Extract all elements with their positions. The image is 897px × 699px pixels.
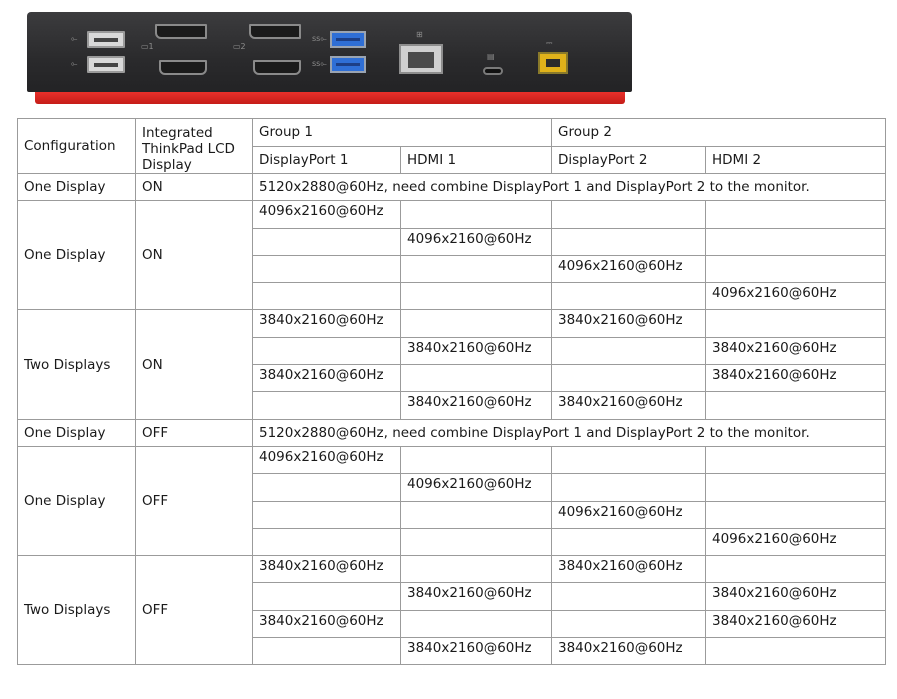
- resolution-cell: 4096x2160@60Hz: [253, 446, 401, 473]
- merged-resolution-cell: 5120x2880@60Hz, need combine DisplayPort 1 and DisplayPort 2 to the monitor.: [253, 174, 886, 201]
- usb-ss-icon: ss⟜: [312, 59, 327, 68]
- header-configuration: Configuration: [18, 119, 136, 174]
- resolution-cell: 3840x2160@60Hz: [253, 310, 401, 337]
- resolution-cell: [552, 528, 706, 555]
- table-row: [18, 556, 886, 583]
- resolution-cell: [253, 638, 401, 665]
- resolution-cell: 3840x2160@60Hz: [552, 556, 706, 583]
- resolution-cell: [552, 583, 706, 610]
- resolution-cell: 4096x2160@60Hz: [253, 201, 401, 228]
- resolution-cell: [552, 365, 706, 392]
- resolution-cell: [552, 337, 706, 364]
- resolution-cell: [401, 446, 552, 473]
- resolution-cell: 3840x2160@60Hz: [706, 610, 886, 637]
- header-group-2: Group 2: [552, 119, 886, 147]
- configuration-cell: One Display: [18, 201, 136, 310]
- header-hdmi-2: HDMI 2: [706, 146, 886, 174]
- resolution-cell: 3840x2160@60Hz: [706, 337, 886, 364]
- resolution-cell: 4096x2160@60Hz: [552, 255, 706, 282]
- configuration-cell: Two Displays: [18, 310, 136, 419]
- resolution-cell: [552, 446, 706, 473]
- header-integrated-lcd: Integrated ThinkPad LCD Display: [136, 119, 253, 174]
- merged-resolution-cell: 5120x2880@60Hz, need combine DisplayPort 1 and DisplayPort 2 to the monitor.: [253, 419, 886, 446]
- header-hdmi-1: HDMI 1: [401, 146, 552, 174]
- usb-icon: ⟜: [71, 34, 78, 43]
- resolution-cell: [706, 501, 886, 528]
- resolution-cell: 3840x2160@60Hz: [253, 610, 401, 637]
- configuration-cell: One Display: [18, 419, 136, 446]
- lcd-state-cell: OFF: [136, 556, 253, 665]
- resolution-cell: [253, 228, 401, 255]
- usb-c-icon: ▤: [487, 52, 495, 61]
- table-row: [18, 310, 886, 337]
- resolution-cell: [706, 556, 886, 583]
- resolution-cell: [401, 610, 552, 637]
- resolution-cell: 3840x2160@60Hz: [552, 310, 706, 337]
- resolution-cell: [706, 446, 886, 473]
- resolution-cell: 4096x2160@60Hz: [401, 228, 552, 255]
- usb3-port-2: [330, 56, 366, 73]
- dock-red-strip: [35, 92, 625, 104]
- configuration-cell: One Display: [18, 174, 136, 201]
- resolution-cell: 3840x2160@60Hz: [401, 583, 552, 610]
- resolution-cell: 4096x2160@60Hz: [552, 501, 706, 528]
- ethernet-port: [399, 44, 443, 74]
- resolution-cell: [706, 255, 886, 282]
- resolution-cell: [706, 310, 886, 337]
- resolution-cell: [706, 392, 886, 419]
- resolution-cell: [401, 255, 552, 282]
- usb-icon: ⟜: [71, 59, 78, 68]
- resolution-cell: 3840x2160@60Hz: [401, 638, 552, 665]
- docking-station-image: [27, 12, 632, 104]
- resolution-cell: [401, 528, 552, 555]
- lcd-state-cell: OFF: [136, 446, 253, 555]
- resolution-cell: [253, 392, 401, 419]
- resolution-cell: [253, 501, 401, 528]
- resolution-cell: [401, 201, 552, 228]
- resolution-cell: 3840x2160@60Hz: [401, 392, 552, 419]
- resolution-cell: 3840x2160@60Hz: [253, 556, 401, 583]
- resolution-cell: [401, 283, 552, 310]
- resolution-cell: 4096x2160@60Hz: [706, 283, 886, 310]
- display-configuration-table: [17, 118, 886, 665]
- table-row: [18, 419, 886, 446]
- resolution-cell: [253, 255, 401, 282]
- resolution-cell: [401, 556, 552, 583]
- table-row: [18, 201, 886, 228]
- resolution-cell: [401, 501, 552, 528]
- table-row: [18, 174, 886, 201]
- display-group-2-icon: ▭2: [233, 42, 246, 51]
- header-displayport-2: DisplayPort 2: [552, 146, 706, 174]
- configuration-cell: One Display: [18, 446, 136, 555]
- resolution-cell: [706, 638, 886, 665]
- lcd-state-cell: ON: [136, 201, 253, 310]
- resolution-cell: [706, 228, 886, 255]
- dock-body: [27, 12, 632, 92]
- resolution-cell: 3840x2160@60Hz: [552, 392, 706, 419]
- resolution-cell: [552, 474, 706, 501]
- resolution-cell: 3840x2160@60Hz: [552, 638, 706, 665]
- resolution-cell: [253, 474, 401, 501]
- resolution-cell: [706, 201, 886, 228]
- resolution-cell: 3840x2160@60Hz: [401, 337, 552, 364]
- network-icon: ⊞: [416, 30, 423, 39]
- lcd-state-cell: OFF: [136, 419, 253, 446]
- usb-a-port-2: [87, 56, 125, 73]
- resolution-cell: [401, 310, 552, 337]
- resolution-cell: [401, 365, 552, 392]
- header-row-1: [18, 119, 886, 147]
- table-row: [18, 446, 886, 473]
- resolution-cell: 3840x2160@60Hz: [706, 583, 886, 610]
- resolution-cell: 3840x2160@60Hz: [706, 365, 886, 392]
- resolution-cell: [253, 583, 401, 610]
- resolution-cell: [253, 283, 401, 310]
- resolution-cell: [552, 228, 706, 255]
- usb-c-port: [483, 67, 503, 75]
- displayport-2-port: [249, 24, 301, 39]
- usb-ss-icon: ss⟜: [312, 34, 327, 43]
- header-group-1: Group 1: [253, 119, 552, 147]
- power-icon: ⎓: [546, 38, 553, 47]
- lcd-state-cell: ON: [136, 310, 253, 419]
- header-displayport-1: DisplayPort 1: [253, 146, 401, 174]
- usb3-port-1: [330, 31, 366, 48]
- usb-a-port-1: [87, 31, 125, 48]
- resolution-cell: [253, 337, 401, 364]
- hdmi-2-port: [253, 60, 301, 75]
- resolution-cell: 4096x2160@60Hz: [401, 474, 552, 501]
- hdmi-1-port: [159, 60, 207, 75]
- resolution-cell: [706, 474, 886, 501]
- resolution-cell: [552, 283, 706, 310]
- resolution-cell: [552, 610, 706, 637]
- power-port: [538, 52, 568, 74]
- lcd-state-cell: ON: [136, 174, 253, 201]
- resolution-cell: 3840x2160@60Hz: [253, 365, 401, 392]
- display-group-1-icon: ▭1: [141, 42, 154, 51]
- resolution-cell: [552, 201, 706, 228]
- resolution-cell: 4096x2160@60Hz: [706, 528, 886, 555]
- configuration-cell: Two Displays: [18, 556, 136, 665]
- resolution-cell: [253, 528, 401, 555]
- displayport-1-port: [155, 24, 207, 39]
